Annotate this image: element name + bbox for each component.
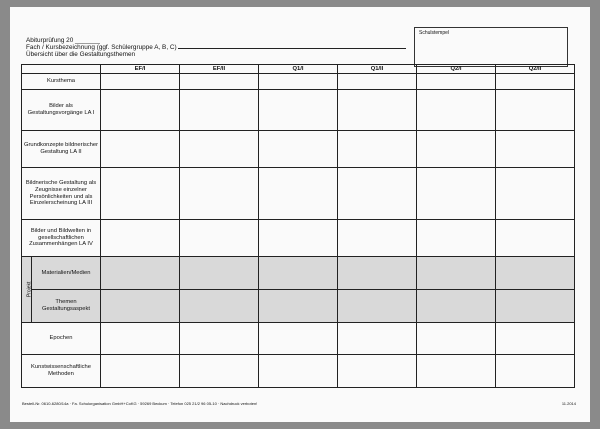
grid-cell[interactable]	[259, 323, 338, 355]
col-header: Q2/I	[417, 65, 496, 74]
grid-cell[interactable]	[338, 90, 417, 131]
grid-cell[interactable]	[180, 168, 259, 220]
row-label-la4: Bilder und Bildwelten in gesellschaftlichen Zusammenhängen LA IV	[22, 220, 101, 257]
col-header: Q2/II	[496, 65, 575, 74]
grid-cell[interactable]	[496, 355, 575, 388]
grid-cell[interactable]	[180, 131, 259, 168]
grid-cell[interactable]	[259, 74, 338, 90]
exam-year-line: Abiturprüfung 20 _______	[26, 37, 100, 44]
col-header: EF/I	[101, 65, 180, 74]
footer-order-info: Bestell-Nr. 0610-6280/14a · Fa. Schulorganisation GmbH+CoKG · 59269 Beckum · Telefon 025 21/2 96 05-10 · Nachdruck verboten!	[22, 401, 258, 406]
grid-cell[interactable]	[417, 323, 496, 355]
grid-cell[interactable]	[417, 74, 496, 90]
grid-cell[interactable]	[101, 74, 180, 90]
grid-cell[interactable]	[101, 355, 180, 388]
grid-cell[interactable]	[101, 257, 180, 290]
grid-cell[interactable]	[496, 131, 575, 168]
grid-cell[interactable]	[259, 290, 338, 323]
footer-date: 11.2014	[561, 401, 576, 406]
grid-cell[interactable]	[417, 355, 496, 388]
grid-cell[interactable]	[259, 168, 338, 220]
grid-cell[interactable]	[496, 168, 575, 220]
grid-cell[interactable]	[417, 290, 496, 323]
grid-cell[interactable]	[338, 131, 417, 168]
grid-cell[interactable]	[101, 131, 180, 168]
grid-cell[interactable]	[338, 257, 417, 290]
subject-fill-line[interactable]	[178, 48, 406, 49]
row-label-kursthema: Kursthema	[22, 74, 101, 90]
grid-cell[interactable]	[101, 168, 180, 220]
grid-cell[interactable]	[180, 74, 259, 90]
grid-cell[interactable]	[259, 131, 338, 168]
grid-cell[interactable]	[496, 290, 575, 323]
grid-cell[interactable]	[417, 257, 496, 290]
grid-cell[interactable]	[101, 323, 180, 355]
projekt-text: Projekt	[26, 281, 33, 298]
projekt-side-label	[22, 257, 32, 323]
row-label-epochen: Epochen	[22, 323, 101, 355]
grid-cell[interactable]	[180, 290, 259, 323]
col-header: Q1/II	[338, 65, 417, 74]
grid-cell[interactable]	[417, 131, 496, 168]
grid-cell[interactable]	[180, 220, 259, 257]
grid-cell[interactable]	[259, 257, 338, 290]
col-header: Q1/I	[259, 65, 338, 74]
grid-cell[interactable]	[338, 220, 417, 257]
form-sheet	[10, 7, 590, 422]
grid-cell[interactable]	[496, 90, 575, 131]
grid-cell[interactable]	[496, 74, 575, 90]
grid-cell[interactable]	[180, 323, 259, 355]
school-stamp-box	[414, 27, 568, 67]
row-label-materialien: Materialien/Medien	[32, 257, 101, 290]
grid-cell[interactable]	[338, 355, 417, 388]
grid-cell[interactable]	[180, 355, 259, 388]
stamp-label: Schulstempel	[419, 30, 450, 36]
grid-cell[interactable]	[338, 168, 417, 220]
grid-cell[interactable]	[180, 257, 259, 290]
grid-cell[interactable]	[338, 290, 417, 323]
grid-cell[interactable]	[338, 323, 417, 355]
grid-cell[interactable]	[101, 90, 180, 131]
grid-cell[interactable]	[338, 74, 417, 90]
grid-cell[interactable]	[259, 220, 338, 257]
row-label-themen: Themen Gestaltungsaspekt	[32, 290, 101, 323]
subject-label: Fach / Kursbezeichnung (ggf. Schülergruppe A, B, C)	[26, 44, 177, 51]
grid-cell[interactable]	[101, 290, 180, 323]
grid-cell[interactable]	[417, 220, 496, 257]
grid-cell[interactable]	[259, 355, 338, 388]
grid-cell[interactable]	[259, 90, 338, 131]
grid-cell[interactable]	[496, 257, 575, 290]
col-header: EF/II	[180, 65, 259, 74]
overview-line: Übersicht über die Gestaltungsthemen	[26, 51, 136, 58]
row-label-la1: Bilder als Gestaltungsvorgänge LA I	[22, 90, 101, 131]
row-label-methoden: Kunstwissenschaftliche Methoden	[22, 355, 101, 388]
grid-cell[interactable]	[496, 220, 575, 257]
row-label-la3: Bildnerische Gestaltung als Zeugnisse einzelner Persönlichkeiten und als Einzelerscheinung LA III	[22, 168, 101, 220]
grid-cell[interactable]	[496, 323, 575, 355]
row-label-la2: Grundkonzepte bildnerischer Gestaltung LA II	[22, 131, 101, 168]
grid-cell[interactable]	[417, 168, 496, 220]
topics-grid	[21, 64, 575, 388]
grid-cell[interactable]	[180, 90, 259, 131]
subject-line	[26, 44, 406, 51]
grid-cell[interactable]	[417, 90, 496, 131]
grid-cell[interactable]	[101, 220, 180, 257]
corner-cell	[22, 65, 101, 74]
